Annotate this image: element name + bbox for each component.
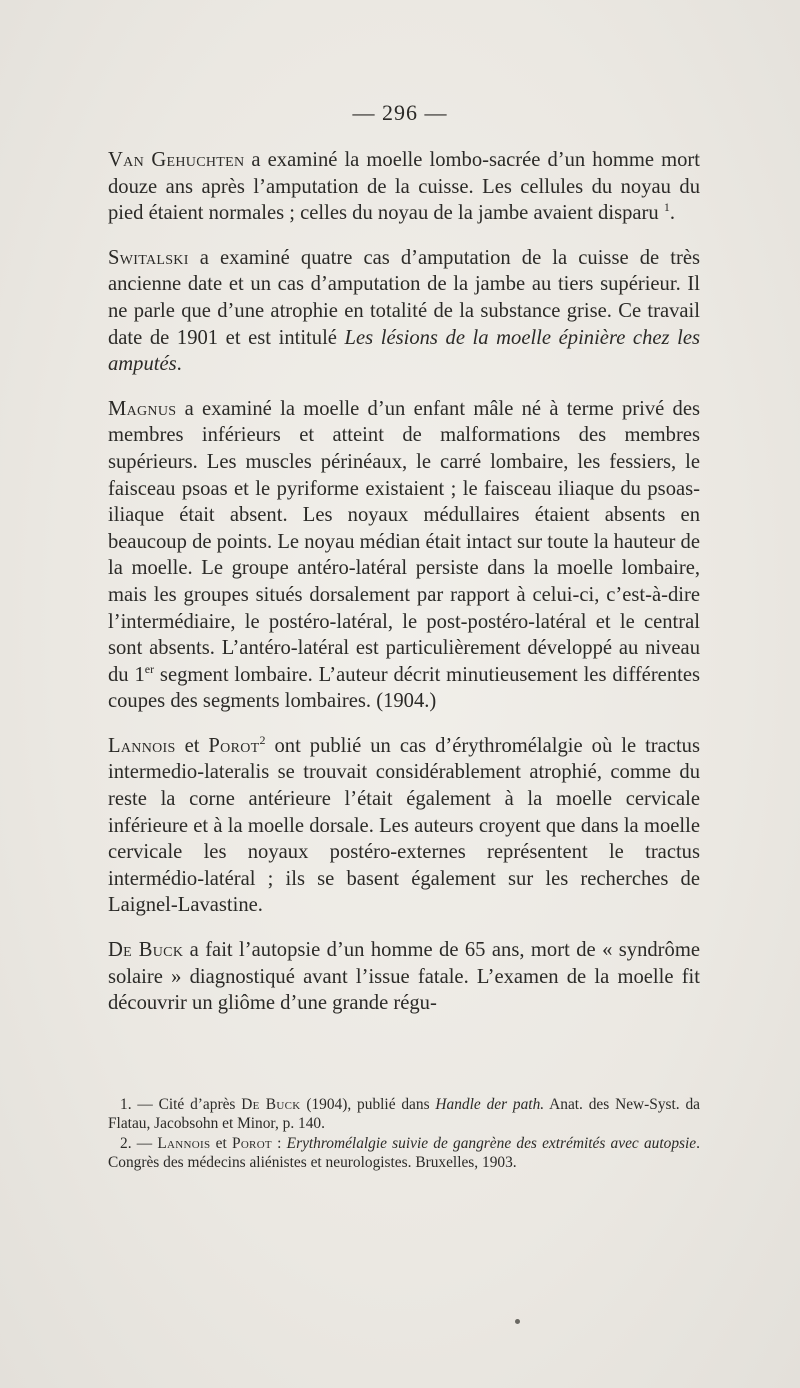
paragraph-end: . [176, 353, 182, 376]
paragraph-text: a fait l’autopsie d’un homme de 65 ans, mort de « syndrôme solaire » diagnostiqué avant l’issue fatale. L’examen de la moelle fit découvrir un gliôme d’une grande régu- [108, 939, 700, 1015]
conjunction: et [175, 734, 209, 757]
footnote-ref: 2 [259, 732, 266, 747]
ordinal-superscript: er [144, 661, 155, 676]
paragraph-end: . [669, 202, 675, 225]
paragraph-text: ont publié un cas d’érythromélalgie où le tractus intermedio-lateralis se trouvait considérablement atrophié, comme du reste la corne antérieure l’était également à la moelle cervicale inférieure et à la moelle dorsale. Les auteurs croyent que dans la moelle cervicale les noyaux postéro-externes représentent le tractus intermédio-latéral ; ils se basent également sur les recherches de Laignel-Lavastine. [108, 734, 700, 917]
footnote-2 [108, 1135, 700, 1172]
paragraph-de-buck [108, 937, 700, 1017]
footnote-text: Cité d’après [158, 1096, 242, 1113]
body-text [108, 147, 700, 1035]
footnote-text: Anat. des New-Syst. da Flatau, Jacobsohn et Minor, p. 140. [108, 1096, 701, 1132]
author-name: De Buck [108, 939, 184, 962]
paragraph-text: a examiné la moelle lombo-sacrée d’un homme mort douze ans après l’amputation de la cuisse. Les cellules du noyau du pied étaient normales ; celles du noyau de la jambe avaient disparu [108, 149, 701, 225]
author-name: De Buck [241, 1096, 301, 1113]
footnote-text: . Congrès des médecins aliénistes et neurologistes. Bruxelles, 1903. [108, 1135, 700, 1171]
footnote-number: 2. — [120, 1135, 158, 1152]
author-name: Lannois [108, 734, 176, 757]
work-title: Erythromélalgie suivie de gangrène des extrémités avec autopsie [286, 1135, 697, 1152]
author-name: Magnus [108, 397, 177, 420]
ink-speck [515, 1319, 520, 1324]
work-title: Handle der path. [435, 1096, 545, 1113]
author-name: Porot [208, 734, 260, 757]
footnote-number: 1. — [120, 1096, 159, 1113]
footnote-text: (1904), publié dans [300, 1096, 436, 1113]
author-name: Van Gehuchten [108, 149, 245, 171]
footnote-text: et [210, 1135, 232, 1152]
author-name: Lannois [157, 1135, 211, 1152]
paragraph-switalski [108, 245, 700, 378]
footnote-1 [108, 1096, 700, 1133]
footnote-ref: 1 [663, 200, 670, 215]
author-name: Porot [231, 1135, 272, 1152]
work-title: Les lésions de la moelle épinière chez les amputés [108, 326, 700, 376]
footnote-text: : [271, 1135, 287, 1152]
footnotes [108, 1096, 700, 1172]
paragraph-text-continued: segment lombaire. L’auteur décrit minutieusement les différentes coupes des segments lombaires. (1904.) [108, 663, 700, 713]
page-number: — 296 — [352, 100, 448, 125]
paragraph-text: a examiné quatre cas d’amputation de la cuisse de très ancienne date et un cas d’amputation de la jambe au tiers supérieur. Il ne parle que d’une atrophie en totalité de la substance grise. Ce travail date de 1901 et est intitulé [108, 246, 700, 349]
author-name: Switalski [108, 246, 189, 269]
paragraph-text: a examiné la moelle d’un enfant mâle né à terme privé des membres inférieurs et atteint de malformations des membres supérieurs. Les muscles périnéaux, le carré lombaire, les fessiers, le faisceau psoas et le pyriforme existaient ; le faisceau iliaque du psoas-iliaque était absent. Les noyaux médullaires étaient absents en beaucoup de points. Le noyau médian était intact sur toute la hauteur de la moelle. Le groupe antéro-latéral persiste dans la moelle lombaire, mais les groupes situés dorsalement par rapport à celui-ci, c’est-à-dire l’intermédiaire, le postéro-latéral, le post-postéro-latéral et le central sont absents. L’antéro-latéral est particulièrement développé au niveau du 1 [108, 397, 700, 686]
paragraph-van-gehuchten [108, 147, 700, 227]
paragraph-lannois-porot [108, 733, 700, 919]
paragraph-magnus [108, 396, 700, 715]
